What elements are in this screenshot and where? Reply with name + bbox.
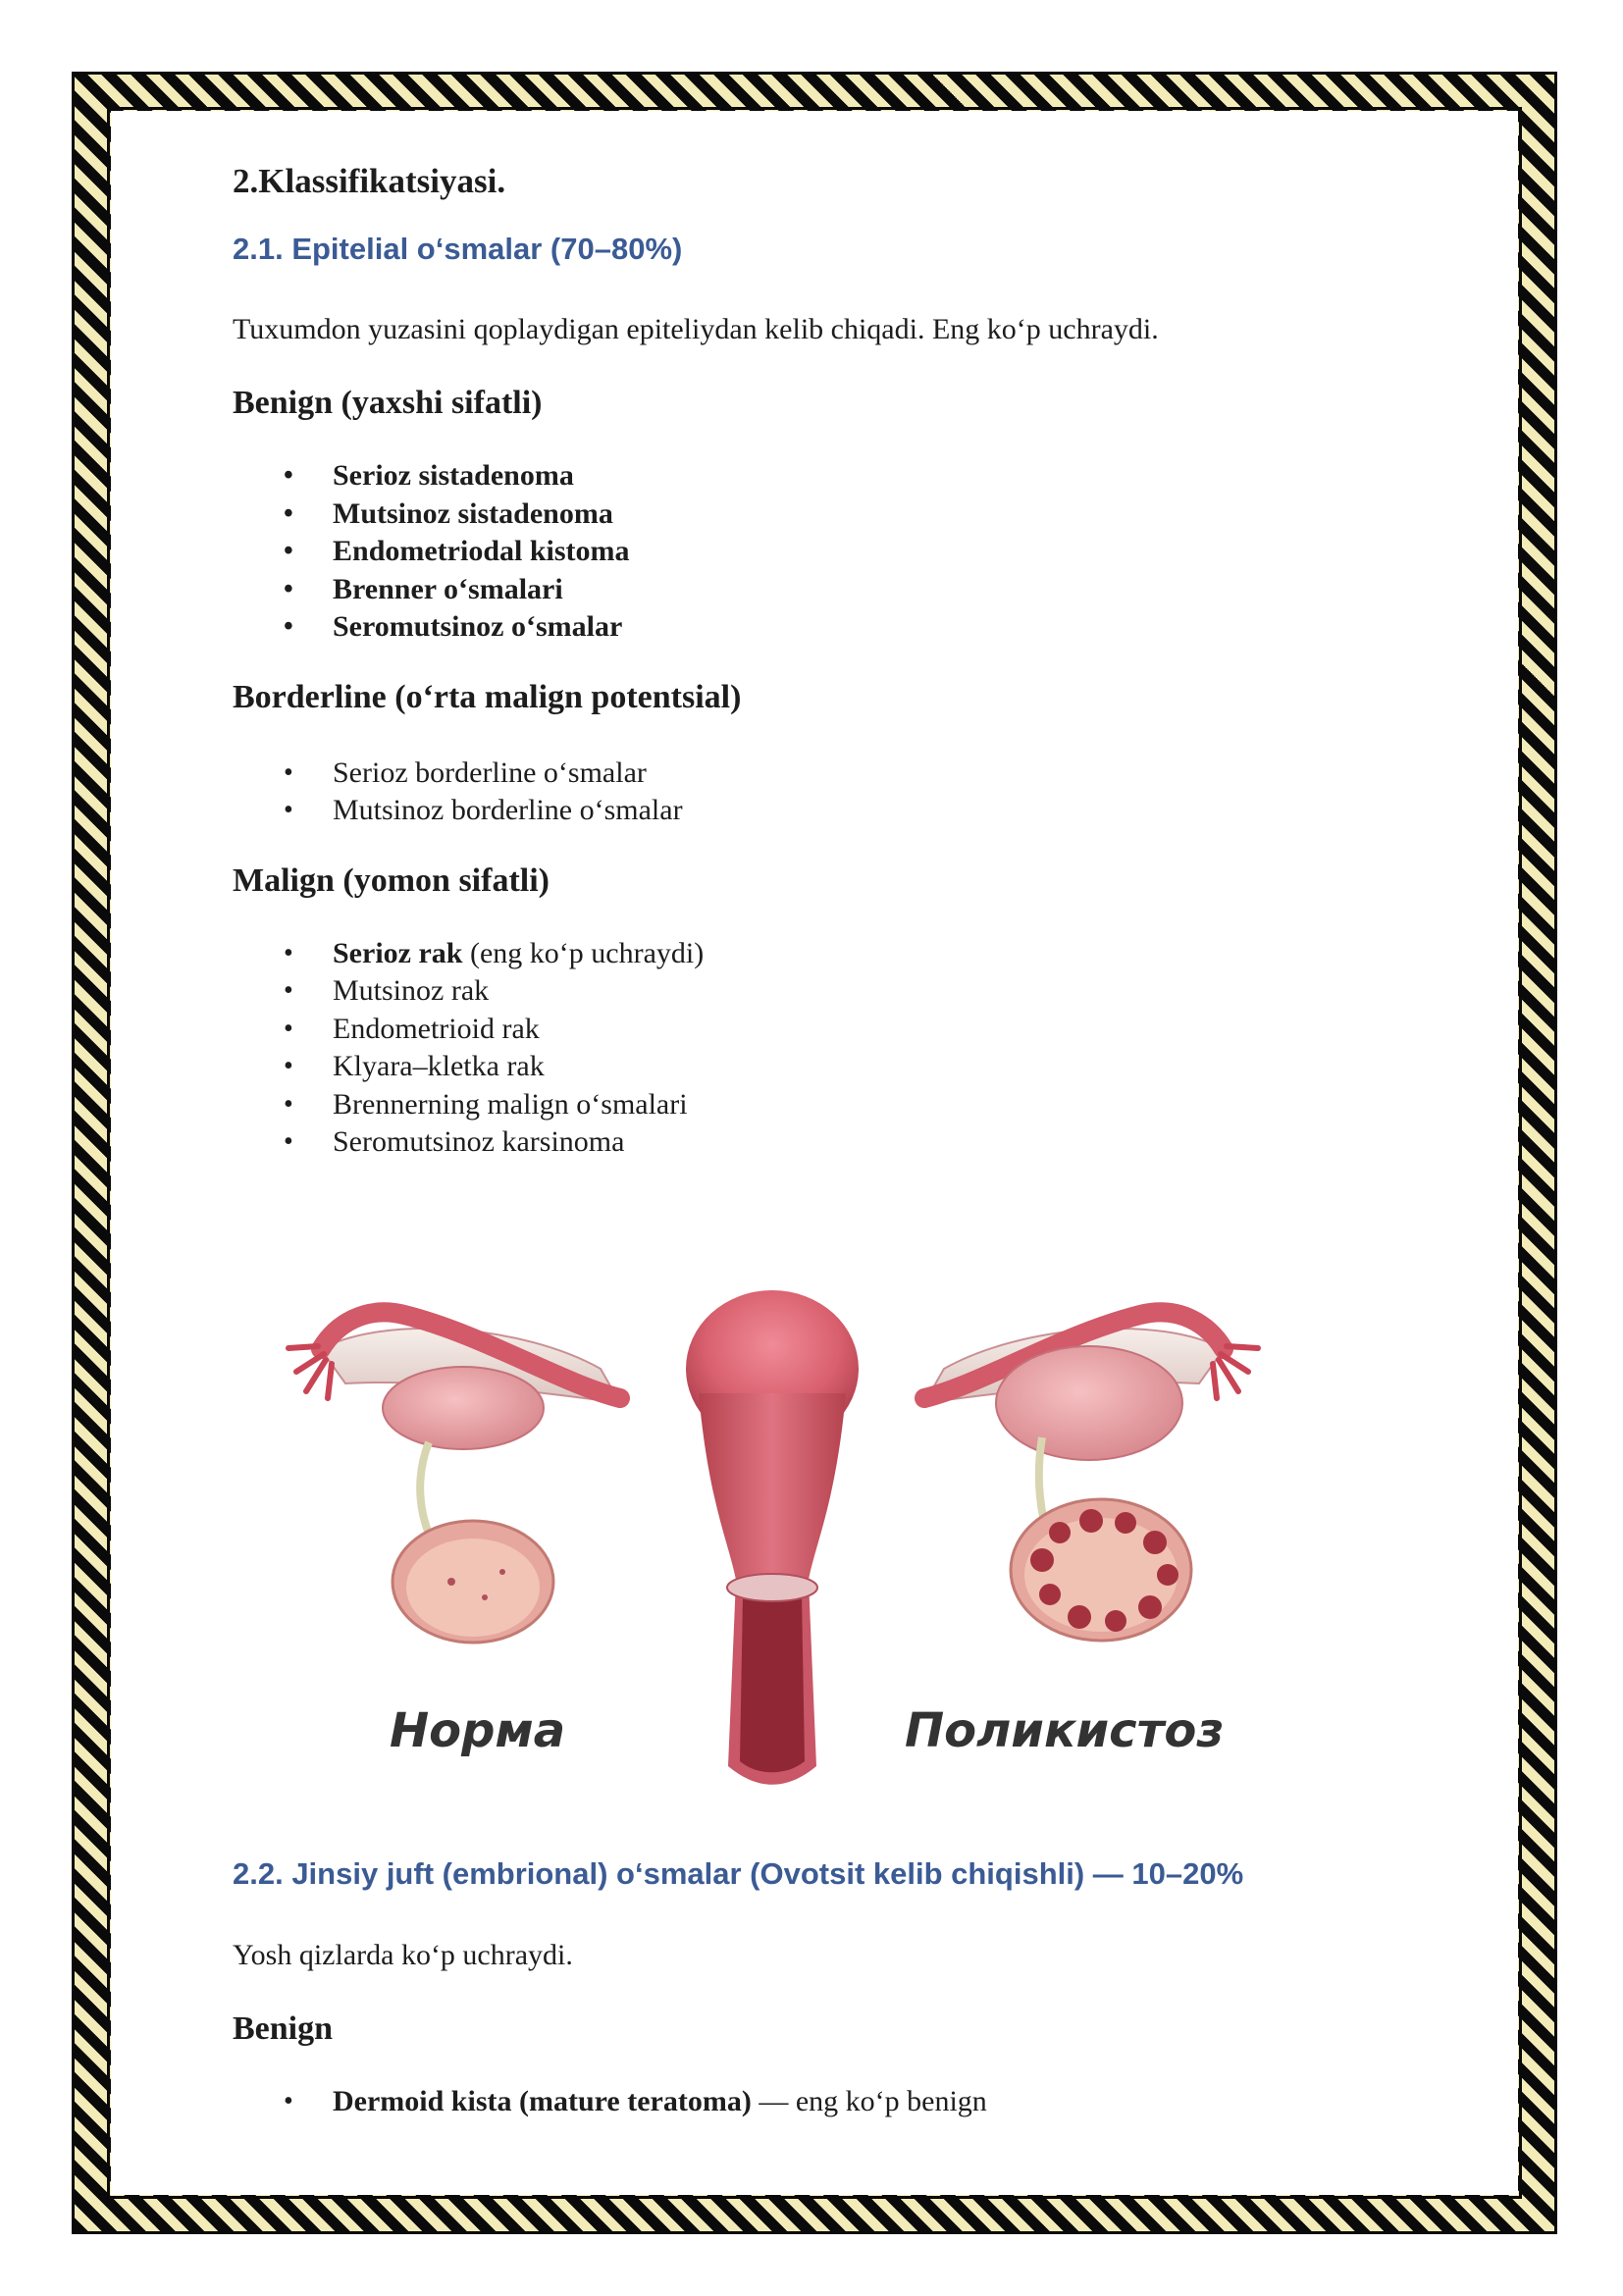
list-item	[233, 2083, 1390, 2121]
list-item: • Brennerning malign o‘smalari	[233, 1086, 1390, 1124]
list-item-bold: Dermoid kista (mature teratoma)	[333, 2085, 752, 2117]
malign-heading: Malign (yomon sifatli)	[233, 861, 550, 899]
right-ovary-shape	[996, 1346, 1182, 1460]
list-item: • Klyara–kletka rak	[233, 1048, 1390, 1086]
subsection-heading-germ-cell: 2.2. Jinsiy juft (embrional) o‘smalar (Ovotsit kelib chiqishli) — 10–20%	[233, 1856, 1244, 1891]
germ-cell-intro: Yosh qizlarda ko‘p uchraydi.	[233, 1939, 573, 1971]
germ-cell-benign-heading: Benign	[233, 2010, 334, 2047]
list-item: • Serioz borderline o‘smalar	[233, 755, 1390, 793]
list-item: • Endometriodal kistoma	[233, 533, 1390, 571]
list-item: • Mutsinoz sistadenoma	[233, 496, 1390, 534]
list-item: • Seromutsinoz o‘smalar	[233, 608, 1390, 647]
list-item: • Seromutsinoz karsinoma	[233, 1123, 1390, 1162]
section-title: 2.Klassifikatsiyasi.	[233, 162, 506, 200]
uterus-ovaries-illustration	[267, 1276, 1278, 1810]
label-polycystic: Поликистоз	[905, 1703, 1225, 1758]
list-item: • Serioz sistadenoma	[233, 457, 1390, 496]
epithelial-intro: Tuxumdon yuzasini qoplaydigan epiteliydan kelib chiqadi. Eng ko‘p uchraydi.	[233, 313, 1159, 345]
germ-cell-benign-list	[233, 2083, 1390, 2121]
list-item: • Mutsinoz borderline o‘smalar	[233, 792, 1390, 830]
illustration-svg	[267, 1276, 1278, 1810]
document-body-continued	[233, 1852, 1390, 2121]
benign-list	[233, 457, 1390, 647]
benign-heading: Benign (yaxshi sifatli)	[233, 385, 543, 421]
cervix-opening-shape	[727, 1574, 817, 1601]
list-item: • Brenner o‘smalari	[233, 571, 1390, 609]
left-fimbriae-shape	[288, 1346, 332, 1398]
list-item-text: — eng ko‘p benign	[751, 2085, 987, 2117]
vaginal-canal-shape	[740, 1594, 805, 1772]
list-item-bold: Serioz rak	[333, 936, 463, 969]
malign-list	[233, 935, 1390, 1162]
borderline-list	[233, 755, 1390, 830]
label-normal: Норма	[390, 1703, 566, 1758]
list-item	[233, 935, 1390, 973]
subsection-heading-epithelial: 2.1. Epitelial o‘smalar (70–80%)	[233, 232, 683, 266]
borderline-heading: Borderline (o‘rta malign potentsial)	[233, 678, 742, 715]
right-fimbriae-shape	[1213, 1346, 1258, 1398]
left-ovary-shape	[383, 1367, 544, 1449]
normal-ovary-inner-shape	[406, 1539, 540, 1637]
list-item: • Mutsinoz rak	[233, 972, 1390, 1011]
list-item: • Endometrioid rak	[233, 1011, 1390, 1049]
list-item-text: (eng ko‘p uchraydi)	[462, 936, 705, 969]
uterus-body-shape	[699, 1393, 846, 1580]
document-body	[233, 147, 1390, 1162]
